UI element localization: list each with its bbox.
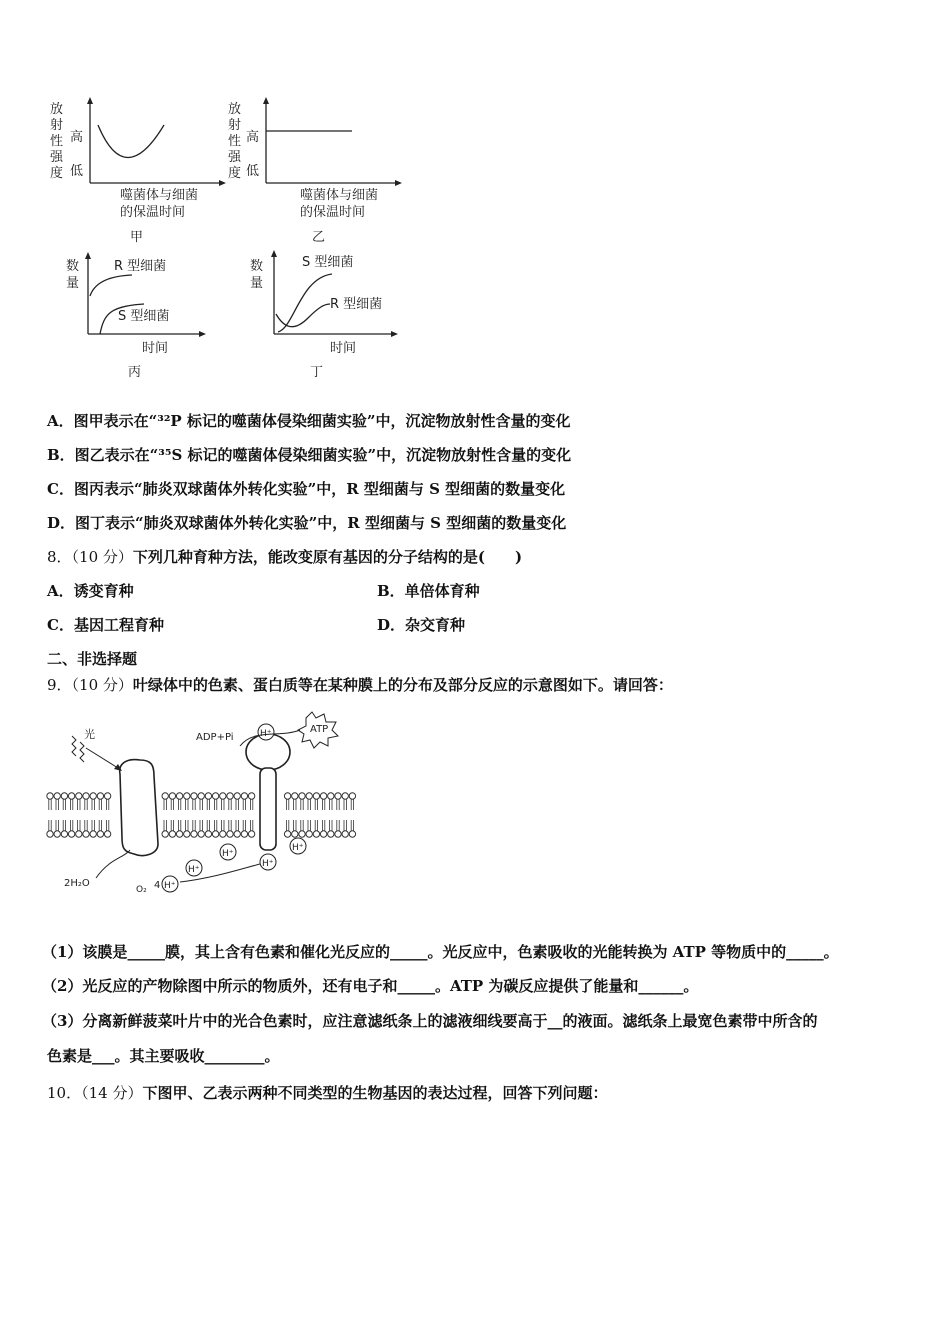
yi-xlabel-1: 噬菌体与细菌 (300, 188, 379, 203)
lipid-head (292, 793, 298, 810)
lipid-head (248, 793, 254, 810)
lipid-head (162, 793, 168, 810)
light-wave-1 (72, 736, 76, 756)
lipid-head (205, 793, 211, 810)
lipid-head (198, 793, 204, 810)
lipid-head (335, 820, 341, 837)
lipid-head (90, 820, 96, 837)
figure-yi (220, 95, 410, 245)
bing-caption: 丙 (128, 365, 142, 380)
lipid-head (349, 793, 355, 810)
jia-xlabel-2: 的保温时间 (120, 205, 186, 220)
lipid-head (97, 820, 103, 837)
yi-high-label: 高 (246, 130, 260, 145)
yi-ylabel-1: 放 (228, 102, 242, 117)
q8-number: 8． (47, 548, 72, 566)
q9-number: 9． (47, 676, 72, 694)
lipid-head (320, 820, 326, 837)
lipid-head (76, 793, 82, 810)
h-ion-lumen-2-label: H⁺ (222, 849, 234, 859)
lipid-head (104, 820, 110, 837)
ding-x-arrow (391, 331, 398, 337)
atp-synthase-stalk (260, 768, 276, 850)
lipid-head (248, 820, 254, 837)
lipid-head (61, 793, 67, 810)
light-label: 光 (84, 728, 95, 741)
yi-y-arrow (263, 97, 269, 104)
lipid-head (90, 793, 96, 810)
lipid-bilayer-top (47, 793, 356, 810)
lipid-head (299, 793, 305, 810)
q7-option-a: A．图甲表示在“³²P 标记的噬菌体侵染细菌实验”中，沉淀物放射性含量的变化 (47, 412, 571, 430)
light-arrow (86, 748, 118, 768)
ding-ylabel-1: 数 (250, 259, 264, 274)
q9-points: （10 分） (71, 676, 133, 694)
lipid-head (176, 793, 182, 810)
lipid-head (292, 820, 298, 837)
light-wave-2 (80, 742, 84, 762)
q8-option-b: B．单倍体育种 (377, 582, 480, 600)
lipid-head (328, 820, 334, 837)
lipid-head (198, 820, 204, 837)
yi-xlabel-2: 的保温时间 (300, 205, 366, 220)
bing-xlabel: 时间 (142, 341, 169, 356)
adp-pi-label: ADP+Pi (196, 732, 234, 743)
jia-xlabel-1: 噬菌体与细菌 (120, 188, 199, 203)
q8-option-c: C．基因工程育种 (47, 616, 164, 634)
lipid-head (241, 793, 247, 810)
lipid-head (184, 820, 190, 837)
thylakoid-diagram (44, 708, 364, 902)
lipid-head (313, 793, 319, 810)
ding-ylabel-2: 量 (250, 276, 264, 291)
jia-low-label: 低 (70, 164, 84, 179)
figure-ding (244, 248, 404, 382)
bing-ylabel-2: 量 (66, 276, 80, 291)
lipid-head (184, 793, 190, 810)
lipid-head (241, 820, 247, 837)
jia-high-label: 高 (70, 130, 84, 145)
lipid-head (104, 793, 110, 810)
figure-bing (60, 250, 210, 382)
lipid-head (83, 820, 89, 837)
lipid-head (68, 820, 74, 837)
lipid-head (349, 820, 355, 837)
lipid-head (162, 820, 168, 837)
q8-option-a: A．诱变育种 (47, 582, 134, 600)
q8-option-d: D．杂交育种 (377, 616, 466, 634)
q10-stem: 下图甲、乙表示两种不同类型的生物基因的表达过程，回答下列问题： (142, 1084, 608, 1102)
photosystem-protein (120, 760, 158, 856)
lipid-head (342, 820, 348, 837)
bing-curve-lower-label: S 型细菌 (118, 309, 170, 324)
ding-y-arrow (271, 250, 277, 257)
q10-points: （14 分） (81, 1084, 143, 1102)
lipid-head (306, 820, 312, 837)
lipid-head (54, 793, 60, 810)
yi-ylabel-4: 强 (228, 150, 242, 165)
lipid-head (176, 820, 182, 837)
lipid-head (68, 793, 74, 810)
yi-x-arrow (395, 180, 402, 186)
jia-ylabel-2: 射 (50, 118, 64, 133)
lipid-bilayer-bottom (47, 820, 356, 837)
jia-y-arrow (87, 97, 93, 104)
jia-ylabel-1: 放 (50, 102, 64, 117)
atp-label: ATP (310, 724, 329, 735)
lipid-head (212, 793, 218, 810)
h-ion-bottom-1-label: H⁺ (164, 881, 176, 891)
o2-label: O₂ (136, 885, 147, 895)
ding-curve-lower-label: R 型细菌 (330, 297, 383, 312)
yi-low-label: 低 (246, 164, 260, 179)
lipid-head (220, 820, 226, 837)
lipid-head (169, 820, 175, 837)
q10-number: 10． (47, 1084, 82, 1102)
q8-stem: 下列几种育种方法，能改变原有基因的分子结构的是( ) (132, 548, 523, 566)
lipid-head (83, 793, 89, 810)
water-arrow (96, 850, 130, 878)
lipid-head (328, 793, 334, 810)
lipid-head (47, 820, 53, 837)
section-heading: 二、非选择题 (47, 650, 138, 668)
ding-s-curve (278, 274, 332, 332)
yi-ylabel-2: 射 (228, 118, 242, 133)
q9-sub3-line1: （3）分离新鲜菠菜叶片中的光合色素时，应注意滤纸条上的滤液细线要高于__的液面。滤纸条上最宽色素带中所含的 (42, 1012, 818, 1030)
q10-stem-line (47, 1082, 607, 1103)
water-label: 2H₂O (64, 878, 90, 889)
bing-curve-upper-label: R 型细菌 (114, 259, 167, 274)
q7-option-c: C．图丙表示“肺炎双球菌体外转化实验”中，R 型细菌与 S 型细菌的数量变化 (47, 480, 566, 498)
bing-x-arrow (199, 331, 206, 337)
four-label: 4 (154, 880, 161, 891)
q7-option-b: B．图乙表示在“³⁵S 标记的噬菌体侵染细菌实验”中，沉淀物放射性含量的变化 (47, 446, 572, 464)
bing-r-curve (90, 275, 132, 296)
q9-stem: 叶绿体中的色素、蛋白质等在某种膜上的分布及部分反应的示意图如下。请回答： (132, 676, 673, 694)
lipid-head (234, 793, 240, 810)
q9-sub3-line2: 色素是___。其主要吸收________。 (47, 1047, 280, 1065)
h-ion-top-label: H⁺ (260, 729, 272, 739)
ding-caption: 丁 (310, 365, 324, 380)
lipid-head (227, 793, 233, 810)
jia-curve (98, 125, 164, 158)
lipid-head (212, 820, 218, 837)
jia-ylabel-4: 强 (50, 150, 64, 165)
bing-y-arrow (85, 252, 91, 259)
lipid-head (54, 820, 60, 837)
h-ion-lumen-1-label: H⁺ (188, 865, 200, 875)
lipid-head (205, 820, 211, 837)
yi-ylabel-3: 性 (228, 134, 242, 149)
jia-ylabel-5: 度 (50, 166, 64, 181)
lipid-head (97, 793, 103, 810)
lipid-head (191, 793, 197, 810)
ding-xlabel: 时间 (330, 341, 357, 356)
yi-ylabel-5: 度 (228, 166, 242, 181)
lipid-head (220, 793, 226, 810)
q8-stem-line (47, 546, 522, 567)
q9-sub2: （2）光反应的产物除图中所示的物质外，还有电子和_____。ATP 为碳反应提供了能量和______。 (42, 977, 699, 995)
lipid-head (169, 793, 175, 810)
lipid-head (47, 793, 53, 810)
lipid-head (299, 820, 305, 837)
q8-points: （10 分） (71, 548, 133, 566)
lipid-head (191, 820, 197, 837)
lipid-head (234, 820, 240, 837)
jia-ylabel-3: 性 (50, 134, 64, 149)
lipid-head (320, 793, 326, 810)
lipid-head (76, 820, 82, 837)
q7-option-d: D．图丁表示“肺炎双球菌体外转化实验”中，R 型细菌与 S 型细菌的数量变化 (47, 514, 567, 532)
figure-jia (40, 95, 230, 245)
lipid-head (306, 793, 312, 810)
lipid-head (284, 793, 290, 810)
q9-sub1: （1）该膜是_____膜，其上含有色素和催化光反应的_____。光反应中，色素吸收的光能转换为 ATP 等物质中的_____。 (42, 943, 839, 961)
bing-ylabel-1: 数 (66, 259, 80, 274)
lipid-head (342, 793, 348, 810)
lipid-head (284, 820, 290, 837)
lipid-head (335, 793, 341, 810)
h-ion-lumen-4-label: H⁺ (292, 843, 304, 853)
h-ion-lumen-3-label: H⁺ (262, 859, 274, 869)
lipid-head (313, 820, 319, 837)
lipid-head (61, 820, 67, 837)
jia-caption: 甲 (130, 230, 144, 245)
yi-caption: 乙 (312, 230, 326, 245)
ding-r-curve (276, 304, 330, 327)
q9-stem-line (47, 674, 673, 695)
ding-curve-upper-label: S 型细菌 (302, 255, 354, 270)
lipid-head (227, 820, 233, 837)
